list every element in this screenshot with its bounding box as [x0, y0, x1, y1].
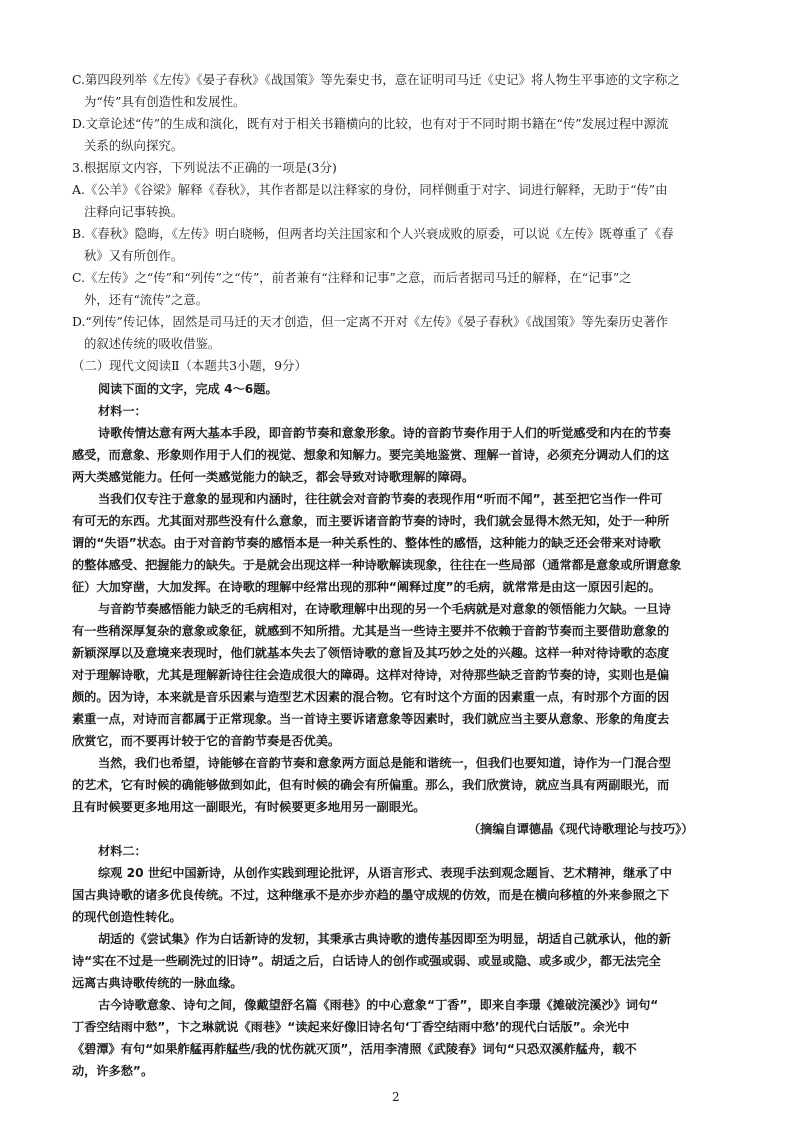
passage-line: 与音韵节奏感悟能力缺乏的毛病相对，在诗歌理解中出现的另一个毛病就是对意象的领悟能力欠缺。一旦诗 — [98, 602, 671, 616]
passage-line: 的现代创造性转化。 — [72, 910, 182, 924]
q3-option-a-line-2: 注释向记事转换。 — [84, 204, 184, 219]
q3-option-d-line-1: D.“列传”传记体，固然是司马迁的天才创造，但一定离不开对《左传》《晏子春秋》《战国策》等先秦历史著作 — [72, 314, 669, 329]
passage-line: 谓的“失语”状态。由于对音韵节奏的感悟本是一种关系性的、整体性的感悟，这种能力的缺乏还会带来对诗歌 — [72, 536, 661, 550]
option-d-line-1: D.文章论述“传”的生成和演化，既有对于相关书籍横向的比较，也有对于不同时期书籍在“传”发展过程中源流 — [72, 116, 669, 131]
source-citation: （摘编自谭德晶《现代诗歌理论与技巧》） — [468, 822, 694, 836]
passage-line: 有可无的东西。尤其面对那些没有什么意象，而主要诉诸音韵节奏的诗时，我们就会显得木然无知，处于一种所 — [72, 514, 670, 528]
page-number: 2 — [392, 1090, 400, 1104]
passage-line: 的整体感受、把握能力的缺失。于是就会出现这样一种诗歌解读现象，往往在一些局部（通常都是意象或所谓意象 — [72, 558, 682, 572]
passage-line: 对于理解诗歌，尤其是理解新诗往往会造成很大的障碍。这样对待诗，对待那些缺乏音韵节奏的诗，实则也是偏 — [72, 668, 670, 682]
passage-line: 感受，而意象、形象则作用于人们的视觉、想象和知解力。要完美地鉴赏、理解一首诗，必须充分调动人们的这 — [72, 448, 670, 462]
material-one-heading: 材料一： — [98, 404, 147, 418]
passage-line: 诗歌传情达意有两大基本手段，即音韵节奏和意象形象。诗的音韵节奏作用于人们的听觉感受和内在的节奏 — [98, 426, 671, 440]
passage-line: 诗“实在不过是一些刷洗过的旧诗”。胡适之后，白话诗人的创作或强或弱、或显或隐、或多或少，都无法完全 — [72, 954, 661, 968]
q3-option-c-line-2: 外，还有“流传”之意。 — [84, 292, 209, 307]
q3-option-a-line-1: A.《公羊》《谷梁》解释《春秋》，其作者都是以注释家的身份，同样侧重于对字、词进行解释，无助于“传”由 — [72, 182, 668, 197]
passage-line: 当我们仅专注于意象的显现和内涵时，往往就会对音韵节奏的表现作用“听而不闻”，甚至把它当作一件可 — [98, 492, 663, 506]
passage-line: 古今诗歌意象、诗句之间，像戴望舒名篇《雨巷》的中心意象“丁香”，即来自李璟《摊破浣溪沙》词句“ — [98, 998, 659, 1012]
passage-line: 两大类感觉能力。任何一类感觉能力的缺乏，都会导致对诗歌理解的障碍。 — [72, 470, 475, 484]
q3-option-c-line-1: C.《左传》之“传”和“列传”之“传”，前者兼有“注释和记事”之意，而后者据司马迁的解释，在“记事”之 — [72, 270, 632, 285]
q3-option-d-line-2: 的叙述传统的吸收借鉴。 — [84, 336, 221, 351]
passage-line: 国古典诗歌的诸多优良传统。不过，这种继承不是亦步亦趋的墨守成规的仿效，而是在横向移植的外来参照之下 — [72, 888, 670, 902]
material-two-heading: 材料二： — [98, 844, 147, 858]
q3-option-b-line-2: 秋》又有所创作。 — [84, 248, 184, 263]
passage-line: 有一些稍深厚复杂的意象或象征，就感到不知所措。尤其是当一些诗主要并不依赖于音韵节奏而主要借助意象的 — [72, 624, 670, 638]
passage-line: 的艺术，它有时候的确能够做到如此，但有时候的确会有所偏重。那么，我们欣赏诗，就应当具有两副眼光，而 — [72, 778, 670, 792]
passage-line: 且有时候要更多地用这一副眼光，有时候要更多地用另一副眼光。 — [72, 800, 426, 814]
passage-line: 丁香空结雨中愁”，卞之琳就说《雨巷》“读起来好像旧诗名句‘丁香空结雨中愁’的现代白话版”。余光中 — [72, 1020, 630, 1034]
passage-line: 当然，我们也希望，诗能够在音韵节奏和意象两方面总是能和谐统一，但我们也要知道，诗作为一门混合型 — [98, 756, 671, 770]
passage-line: 素重一点，对诗而言都属于正常现象。当一首诗主要诉诸意象等因素时，我们就应当主要从意象、形象的角度去 — [72, 712, 670, 726]
section-heading: （二）现代文阅读Ⅱ（本题共3小题，9分） — [72, 358, 307, 373]
passage-line: 颇的。因为诗，本来就是音乐因素与造型艺术因素的混合物。它有时这个方面的因素重一点，有时那个方面的因 — [72, 690, 670, 704]
passage-line: 新颖深厚以及意境来表现时，他们就基本失去了领悟诗歌的意旨及其巧妙之处的兴趣。这样一种对待诗歌的态度 — [72, 646, 670, 660]
passage-line: 《碧潭》有句“如果舴艋再舴艋些/我的忧伤就灭顶”，活用李清照《武陵春》词句“只恐双溪舴艋舟，载不 — [72, 1042, 637, 1056]
option-d-line-2: 关系的纵向探究。 — [84, 138, 184, 153]
option-c-line-1: C.第四段列举《左传》《晏子春秋》《战国策》等先秦史书，意在证明司马迁《史记》将人物生平事迹的文字称之 — [72, 72, 680, 87]
passage-line: 远离古典诗歌传统的一脉血缘。 — [72, 976, 243, 990]
reading-instruction: 阅读下面的文字，完成 4～6题。 — [98, 382, 278, 396]
q3-option-b-line-1: B.《春秋》隐晦，《左传》明白晓畅，但两者均关注国家和个人兴衰成败的原委，可以说《左传》既尊重了《春 — [72, 226, 674, 241]
option-c-line-2: 为“传”具有创造性和发展性。 — [84, 94, 246, 109]
passage-line: 征）大加穿凿，大加发挥。在诗歌的理解中经常出现的那种“阐释过度”的毛病，就常常是由这一原因引起的。 — [72, 580, 661, 594]
passage-line: 综观 20 世纪中国新诗，从创作实践到理论批评，从语言形式、表现手法到观念题旨、艺术精神，继承了中 — [98, 866, 672, 880]
question-3-stem: 3.根据原文内容，下列说法不正确的一项是(3分) — [72, 160, 337, 175]
passage-line: 欣赏它，而不要再计较于它的音韵节奏是否优美。 — [72, 734, 341, 748]
passage-line: 动，许多愁”。 — [72, 1064, 154, 1078]
passage-line: 胡适的《尝试集》作为白话新诗的发轫，其秉承古典诗歌的遗传基因即至为明显，胡适自己就承认，他的新 — [98, 932, 671, 946]
